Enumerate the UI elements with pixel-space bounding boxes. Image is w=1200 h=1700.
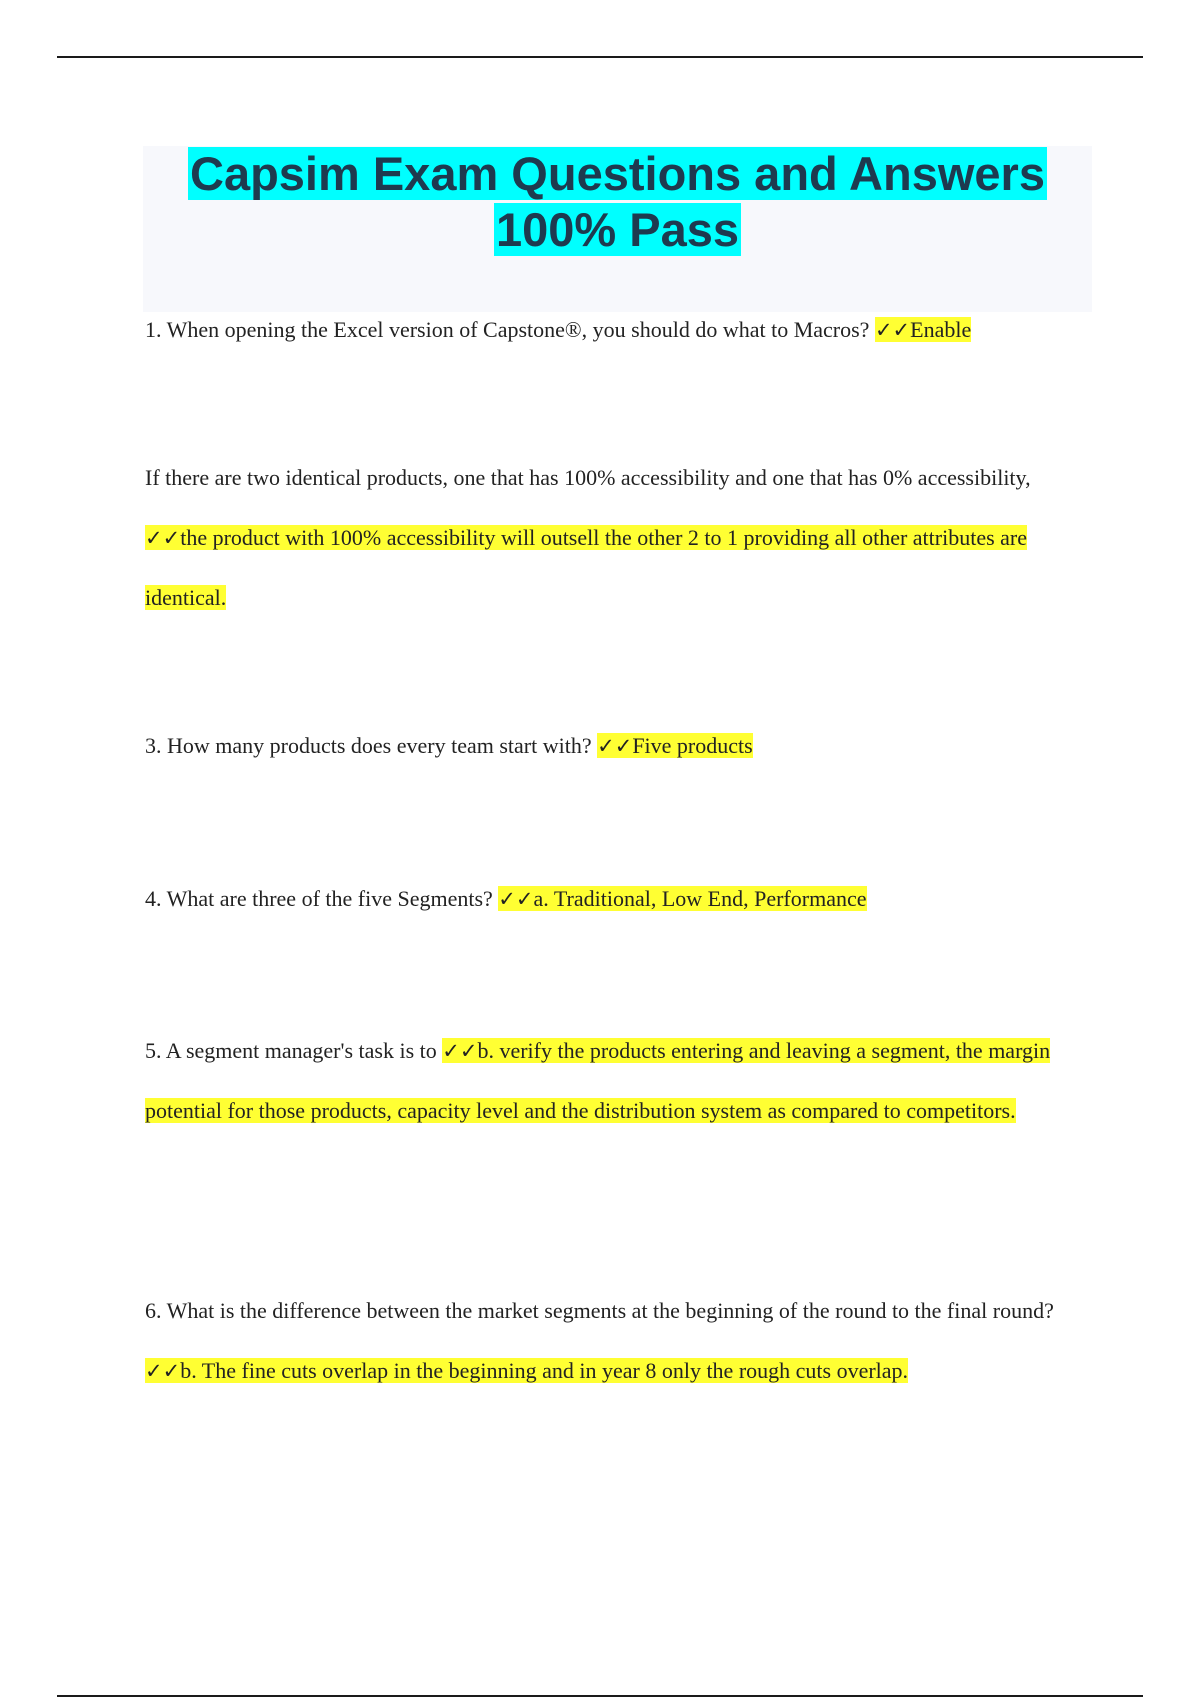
double-check-icon: ✓✓ <box>145 1359 181 1383</box>
double-check-icon: ✓✓ <box>442 1039 478 1063</box>
question-text: 4. What are three of the five Segments? <box>145 886 499 911</box>
question-text: If there are two identical products, one that has 100% accessibility and one that has 0% accessibility, <box>145 465 1031 490</box>
qa-item-1 <box>145 300 1075 360</box>
answer-text: Enable <box>910 317 972 342</box>
question-text: 3. How many products does every team start with? <box>145 733 598 758</box>
qa-item-2 <box>145 448 1075 628</box>
answer-highlight <box>145 1358 908 1383</box>
answer-highlight <box>498 886 866 911</box>
answer-highlight <box>145 525 1027 610</box>
title-line-2: 100% Pass <box>495 203 740 256</box>
answer-text: Five products <box>632 733 753 758</box>
title-block <box>143 146 1092 312</box>
qa-item-6 <box>145 1281 1075 1401</box>
answer-text: a. Traditional, Low End, Performance <box>533 886 867 911</box>
double-check-icon: ✓✓ <box>874 318 911 342</box>
question-text: 5. A segment manager's task is to <box>145 1038 443 1063</box>
question-text: 1. When opening the Excel version of Capstone®, you should do what to Macros? <box>145 317 875 342</box>
title-line-1: Capsim Exam Questions and Answers <box>190 147 1045 200</box>
answer-text: the product with 100% accessibility will outsell the other 2 to 1 providing all other attributes are identical. <box>145 525 1028 610</box>
answer-highlight <box>597 733 753 758</box>
qa-item-3 <box>145 716 1075 776</box>
answer-text: b. The fine cuts overlap in the beginning and in year 8 only the rough cuts overlap. <box>180 1358 909 1383</box>
header-rule <box>57 56 1143 58</box>
footer-rule <box>57 1695 1143 1697</box>
qa-item-5 <box>145 1021 1075 1141</box>
question-text: 6. What is the difference between the market segments at the beginning of the round to the final round? <box>145 1298 1054 1323</box>
answer-text: b. verify the products entering and leaving a segment, the margin potential for those products, capacity level and the distribution system as compared to competitors. <box>145 1038 1051 1123</box>
document-title <box>143 146 1092 258</box>
answer-highlight <box>875 317 971 342</box>
qa-item-4 <box>145 869 1075 929</box>
double-check-icon: ✓✓ <box>597 734 633 758</box>
double-check-icon: ✓✓ <box>145 526 181 550</box>
double-check-icon: ✓✓ <box>498 887 534 911</box>
